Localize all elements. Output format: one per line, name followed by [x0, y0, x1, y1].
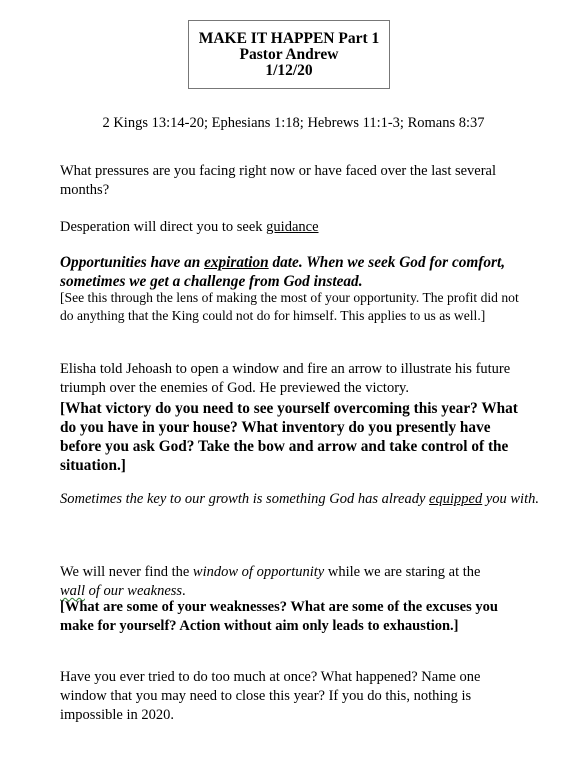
growth-text-a: Sometimes the key to our growth is something God has already — [60, 491, 430, 507]
weakness-questions: [What are some of your weaknesses? What are some of the excuses you make for yourself? Action without aim only leads to exhaustion.] — [60, 599, 498, 634]
window-statement — [60, 563, 500, 601]
window-end: . — [182, 583, 186, 599]
window-italic-2: of our weakness — [84, 583, 183, 599]
desperation-statement — [60, 218, 540, 237]
growth-statement — [60, 490, 540, 509]
elisha-paragraph: Elisha told Jehoash to open a window and fire an arrow to illustrate his future triumph over the enemies of God. He previewed the victory. — [60, 361, 511, 396]
opportunities-statement — [60, 253, 550, 291]
opportunities-blank: expiration — [204, 254, 269, 271]
sermon-title: MAKE IT HAPPEN Part 1 — [198, 30, 380, 47]
speaker-name: Pastor Andrew — [239, 46, 339, 63]
pressures-question: What pressures are you facing right now or have faced over the last several months? — [60, 163, 497, 198]
title-box — [188, 20, 390, 89]
desperation-blank: guidance — [266, 219, 319, 235]
see-note: [See this through the lens of making the most of your opportunity. The profit did not do anything that the King could not do for himself. This applies to us as well.] — [60, 290, 519, 323]
desperation-text: Desperation will direct you to seek — [60, 219, 267, 235]
window-text-b: while we are staring at the — [324, 564, 481, 580]
window-italic-1: window of opportunity — [192, 564, 325, 580]
window-text-a: We will never find the — [60, 564, 193, 580]
growth-text-b: you with. — [482, 491, 539, 507]
closing-paragraph: Have you ever tried to do too much at once? What happened? Name one window that you may need to close this year? If you do this, nothing is impossible in 2020. — [60, 669, 481, 723]
scripture-references: 2 Kings 13:14-20; Ephesians 1:18; Hebrews 11:1-3; Romans 8:37 — [102, 115, 485, 131]
opportunities-text-a: Opportunities have an — [60, 254, 205, 271]
opportunities-text-b: date. When we seek God for comfort, sometimes we get a challenge from God instead. — [60, 254, 506, 290]
wall-word: wall — [60, 583, 85, 599]
growth-blank: equipped — [429, 491, 483, 507]
sermon-date: 1/12/20 — [265, 62, 313, 79]
victory-questions: [What victory do you need to see yourself overcoming this year? What do you have in your house? What inventory do you presently have before you ask God? Take the bow and arrow and take control of the situation.] — [60, 400, 518, 474]
